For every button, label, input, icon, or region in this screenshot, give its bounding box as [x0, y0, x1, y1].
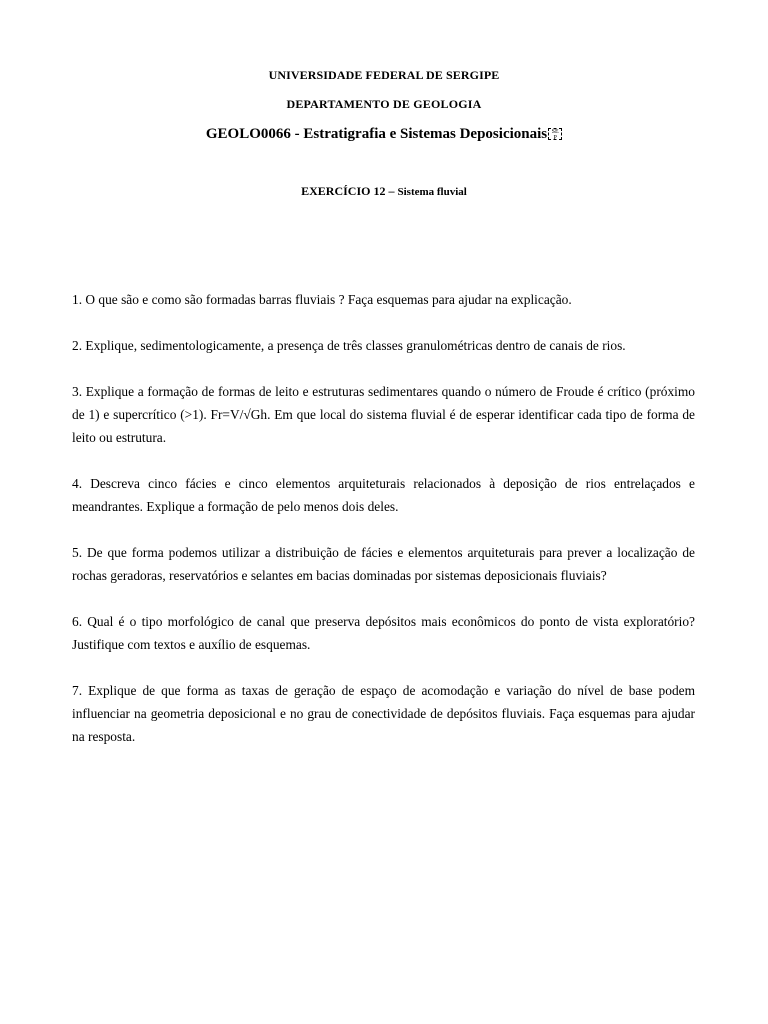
course-heading: [0, 126, 768, 143]
exercise-subtitle: Sistema fluvial: [397, 186, 467, 198]
university-heading: UNIVERSIDADE FEDERAL DE SERGIPE: [268, 68, 500, 82]
course-title: GEOLO0066 - Estratigrafia e Sistemas Deposicionais: [205, 126, 548, 142]
question-3: 3. Explique a formação de formas de leito e estruturas sedimentares quando o número de Froude é crítico (próximo de 1) e supercrítico (>1). Fr=V/√Gh. Em que local do sistema fluvial é de esperar identificar cada tipo de forma de leito ou estrutura.: [72, 384, 695, 445]
question-4: 4. Descreva cinco fácies e cinco elementos arquiteturais relacionados à deposição de rios entrelaçados e meandrantes. Explique a formação de pelo menos dois deles.: [72, 476, 695, 514]
question-6: 6. Qual é o tipo morfológico de canal que preserva depósitos mais econômicos do ponto de vista exploratório? Justifique com textos e auxílio de esquemas.: [72, 614, 695, 652]
question-7: 7. Explique de que forma as taxas de geração de espaço de acomodação e variação do nível de base podem influenciar na geometria deposicional e no grau de conectividade de depósitos fluviais. Faça esquemas para ajudar na resposta.: [72, 683, 695, 744]
department-heading: DEPARTAMENTO DE GEOLOGIA: [286, 97, 482, 111]
exercise-heading: [0, 184, 768, 199]
question-list: [72, 288, 695, 771]
question-2: 2. Explique, sedimentologicamente, a presença de três classes granulométricas dentro de canais de rios.: [72, 338, 626, 353]
question-1: 1. O que são e como são formadas barras fluviais ? Faça esquemas para ajudar na explicação.: [72, 292, 572, 307]
question-5: 5. De que forma podemos utilizar a distribuição de fácies e elementos arquiteturais para prever a localização de rochas geradoras, reservatórios e selantes em bacias dominadas por sistemas deposicionais fluviais?: [72, 545, 695, 583]
exercise-title: EXERCÍCIO 12 –: [301, 184, 398, 198]
missing-glyph-icon: SE P: [548, 128, 562, 140]
